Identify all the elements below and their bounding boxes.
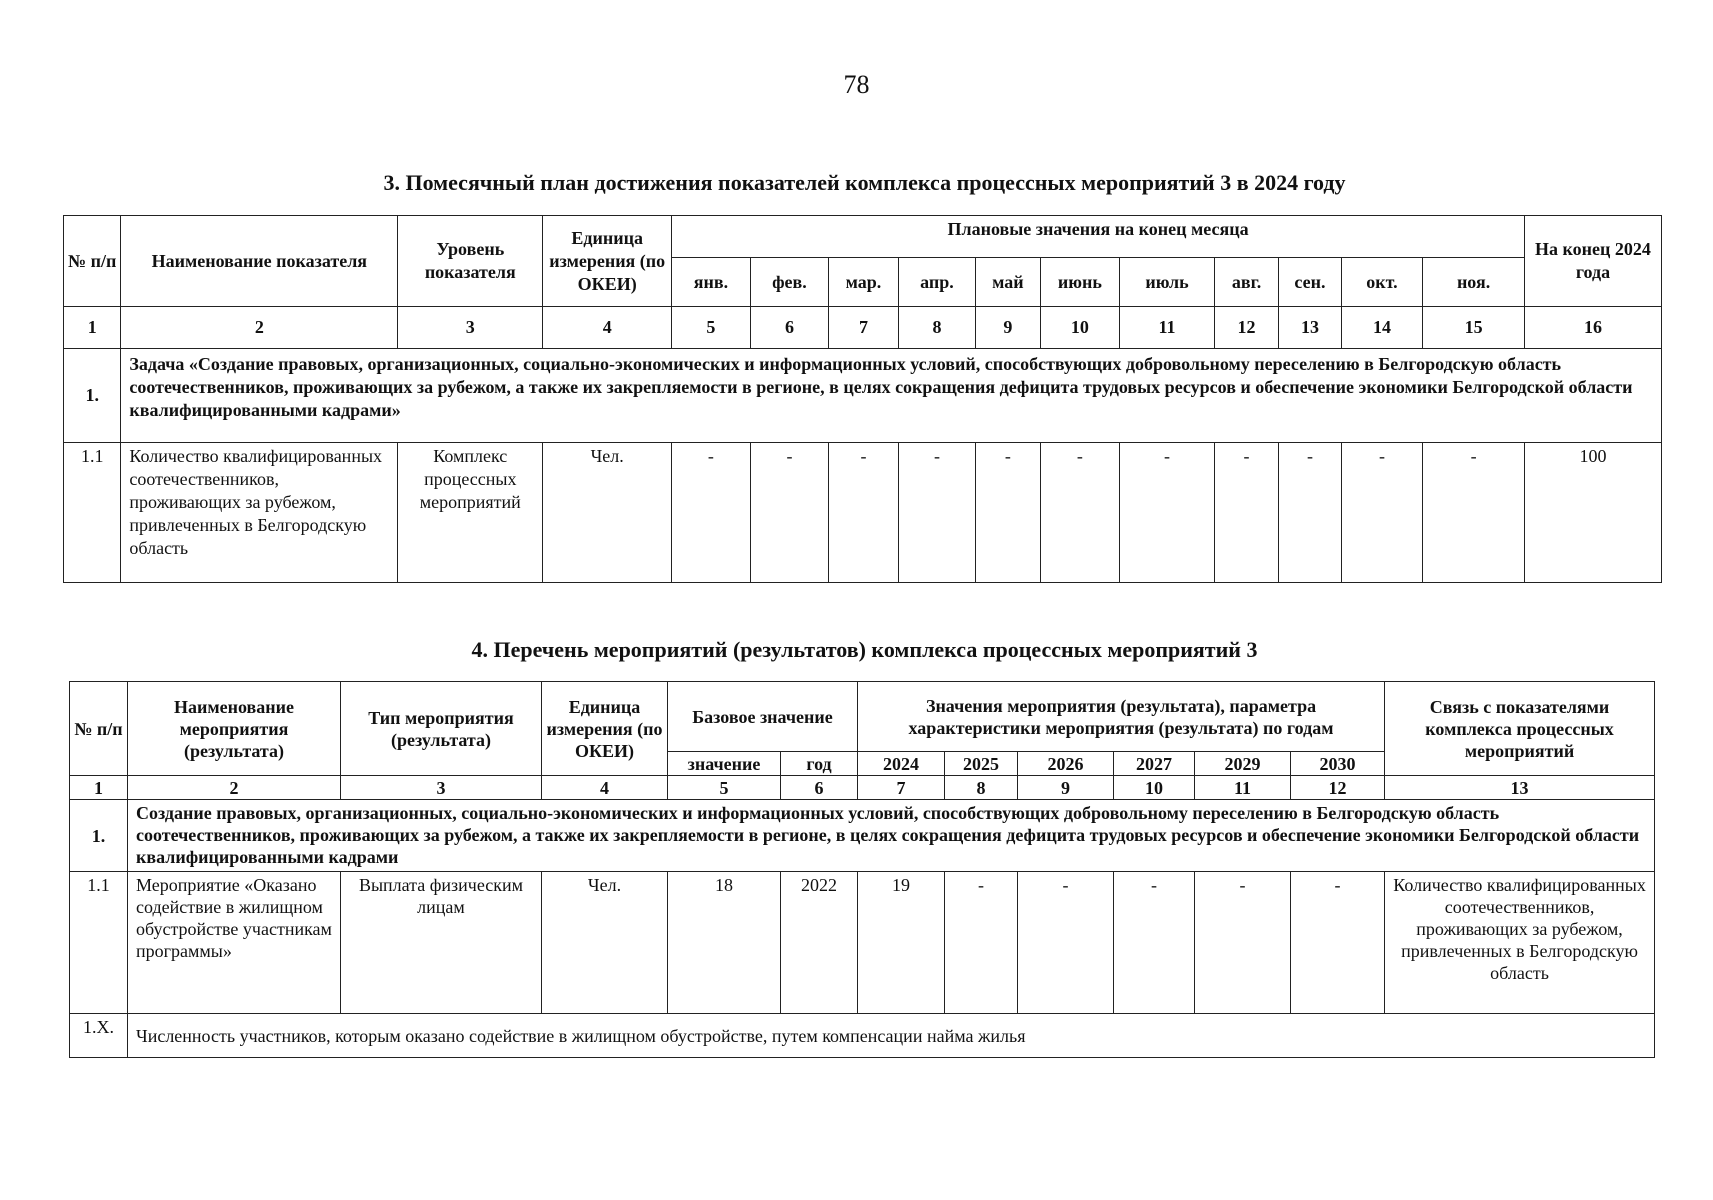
column-number: 5 <box>668 776 781 800</box>
header-month: янв. <box>672 258 751 307</box>
column-number: 8 <box>945 776 1018 800</box>
header-month: фев. <box>750 258 829 307</box>
year-value: - <box>1291 872 1385 1014</box>
base-value: 18 <box>668 872 781 1014</box>
table2-title: 4. Перечень мероприятий (результатов) комплекса процессных мероприятий 3 <box>471 637 1258 662</box>
table1-title: 3. Помесячный план достижения показателей комплекса процессных мероприятий 3 в 2024 году <box>383 170 1346 195</box>
header-year: 2027 <box>1114 752 1195 776</box>
note-number: 1.Х. <box>70 1014 128 1058</box>
column-number: 6 <box>750 307 829 349</box>
header-month: май <box>976 258 1040 307</box>
column-number: 7 <box>829 307 898 349</box>
activity-name: Мероприятие «Оказано содействие в жилищном обустройстве участникам программы» <box>128 872 341 1014</box>
header-year: 2026 <box>1018 752 1114 776</box>
base-year: 2022 <box>781 872 858 1014</box>
column-number: 10 <box>1114 776 1195 800</box>
column-number: 16 <box>1524 307 1661 349</box>
header-unit: Единица измерения (по ОКЕИ) <box>543 216 672 307</box>
column-number: 8 <box>898 307 976 349</box>
month-value: - <box>1341 443 1423 583</box>
column-number: 1 <box>64 307 121 349</box>
column-number: 2 <box>121 307 398 349</box>
column-number: 6 <box>781 776 858 800</box>
year-value: - <box>1018 872 1114 1014</box>
header-month: июль <box>1120 258 1215 307</box>
month-value: - <box>1040 443 1120 583</box>
header-plan-values: Плановые значения на конец месяца <box>672 216 1525 258</box>
header-name: Наименование показателя <box>121 216 398 307</box>
month-value: - <box>1423 443 1525 583</box>
header-year: 2029 <box>1195 752 1291 776</box>
header-values-by-year: Значения мероприятия (результата), параметра характеристики мероприятия (результата) по годам <box>858 682 1385 752</box>
activity-unit: Чел. <box>542 872 668 1014</box>
column-number: 7 <box>858 776 945 800</box>
column-number: 11 <box>1120 307 1215 349</box>
header-month: апр. <box>898 258 976 307</box>
column-number: 14 <box>1341 307 1423 349</box>
header-unit: Единица измерения (по ОКЕИ) <box>542 682 668 776</box>
column-number: 9 <box>976 307 1040 349</box>
linked-indicator: Количество квалифицированных соотечественников, проживающих за рубежом, привлеченных в Белгородскую область <box>1385 872 1655 1014</box>
header-level: Уровень показателя <box>398 216 543 307</box>
indicator-name: Количество квалифицированных соотечественников, проживающих за рубежом, привлеченных в Белгородскую область <box>121 443 398 583</box>
header-base: Базовое значение <box>668 682 858 752</box>
column-number: 4 <box>543 307 672 349</box>
column-number: 13 <box>1279 307 1341 349</box>
year-value: - <box>1195 872 1291 1014</box>
header-month: окт. <box>1341 258 1423 307</box>
activities-table <box>69 681 1655 1058</box>
month-value: - <box>898 443 976 583</box>
header-year: 2030 <box>1291 752 1385 776</box>
task-text: Задача «Создание правовых, организационных, социально-экономических и информационных условий, способствующих добровольному переселению в Белгородскую область соотечественников, проживающих за рубежом, а также их закрепляемости в регионе, в целях сокращения дефицита трудовых ресурсов и обеспечение экономики Белгородской области квалифицированными кадрами» <box>121 349 1662 443</box>
column-number: 1 <box>70 776 128 800</box>
column-number: 10 <box>1040 307 1120 349</box>
header-num: № п/п <box>64 216 121 307</box>
column-number: 3 <box>398 307 543 349</box>
month-value: - <box>672 443 751 583</box>
activity-type: Выплата физическим лицам <box>341 872 542 1014</box>
column-number: 12 <box>1214 307 1278 349</box>
table-row <box>64 443 1662 583</box>
header-month: ноя. <box>1423 258 1525 307</box>
column-number: 11 <box>1195 776 1291 800</box>
column-number: 9 <box>1018 776 1114 800</box>
year-value: - <box>1114 872 1195 1014</box>
note-row <box>70 1014 1655 1058</box>
column-number: 2 <box>128 776 341 800</box>
row-number: 1.1 <box>64 443 121 583</box>
page-number: 78 <box>843 70 870 99</box>
table-row <box>70 872 1655 1014</box>
column-number: 3 <box>341 776 542 800</box>
header-month: авг. <box>1214 258 1278 307</box>
header-year: 2024 <box>858 752 945 776</box>
task-row <box>64 349 1662 443</box>
column-number: 12 <box>1291 776 1385 800</box>
column-number: 4 <box>542 776 668 800</box>
header-year: 2025 <box>945 752 1018 776</box>
year-end-value: 100 <box>1524 443 1661 583</box>
header-base-year: год <box>781 752 858 776</box>
header-month: мар. <box>829 258 898 307</box>
column-number: 5 <box>672 307 751 349</box>
note-text: Численность участников, которым оказано содействие в жилищном обустройстве, путем компенсации найма жилья <box>128 1014 1655 1058</box>
task-number: 1. <box>64 349 121 443</box>
month-value: - <box>1214 443 1278 583</box>
header-month: июнь <box>1040 258 1120 307</box>
year-value: 19 <box>858 872 945 1014</box>
header-base-value: значение <box>668 752 781 776</box>
month-value: - <box>829 443 898 583</box>
column-number: 13 <box>1385 776 1655 800</box>
header-type: Тип мероприятия (результата) <box>341 682 542 776</box>
header-name: Наименование мероприятия (результата) <box>128 682 341 776</box>
header-year-end: На конец 2024 года <box>1524 216 1661 307</box>
task-row <box>70 800 1655 872</box>
header-link: Связь с показателями комплекса процессных мероприятий <box>1385 682 1655 776</box>
year-value: - <box>945 872 1018 1014</box>
month-value: - <box>1120 443 1215 583</box>
month-value: - <box>976 443 1040 583</box>
column-number: 15 <box>1423 307 1525 349</box>
task-number: 1. <box>70 800 128 872</box>
row-number: 1.1 <box>70 872 128 1014</box>
month-value: - <box>750 443 829 583</box>
task-text: Создание правовых, организационных, социально-экономических и информационных условий, способствующих добровольному переселению в Белгородскую область соотечественников, проживающих за рубежом, а также их закрепляемости в регионе, в целях сокращения дефицита трудовых ресурсов и обеспечение экономики Белгородской области квалифицированными кадрами <box>128 800 1655 872</box>
indicator-level: Комплекс процессных мероприятий <box>398 443 543 583</box>
monthly-plan-table <box>63 215 1662 583</box>
header-month: сен. <box>1279 258 1341 307</box>
indicator-unit: Чел. <box>543 443 672 583</box>
header-num: № п/п <box>70 682 128 776</box>
month-value: - <box>1279 443 1341 583</box>
